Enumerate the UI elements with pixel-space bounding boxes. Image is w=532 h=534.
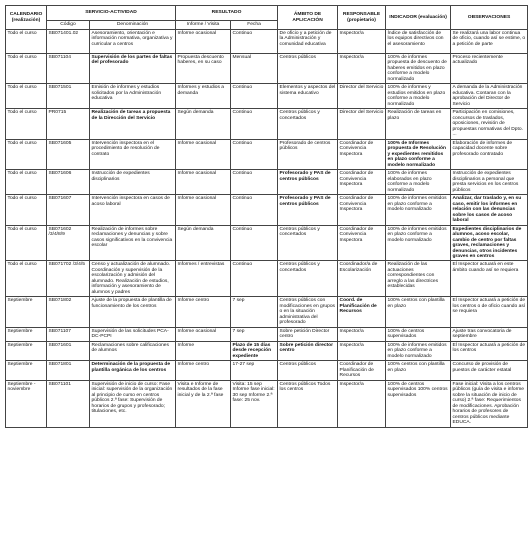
cell-cod: SB071501 — [47, 84, 90, 109]
table-body — [6, 30, 528, 428]
cell-amb: Centros públicos — [278, 54, 338, 84]
table-row — [6, 54, 528, 84]
cell-ind: 100% de centros supervisados — [386, 327, 451, 341]
cell-cal: Septiembre — [6, 327, 47, 341]
cell-res: Coordinador de Planificación de Recursos — [338, 361, 386, 380]
header-ambito: ÁMBITO DE APLICACIÓN — [278, 6, 338, 30]
header-responsable: RESPONSABLE (propietario) — [338, 6, 386, 30]
cell-amb: Sobre petición director centro — [278, 341, 338, 360]
cell-obs: El Inspector actuará a petición de los centros o de oficio cuando así se requiera — [451, 297, 528, 327]
cell-fec: 17-27 sep — [231, 361, 278, 380]
cell-inf: Según demanda — [176, 109, 231, 139]
table-row — [6, 225, 528, 261]
cell-inf: Propuesta descuento haberes, en su caso — [176, 54, 231, 84]
cell-inf: Informe ocasional — [176, 195, 231, 225]
cell-res: Director del Servicio — [338, 109, 386, 139]
cell-obs: A demanda de la Administración educativa. Contaran con la aprobación del Director de Servicio — [451, 84, 528, 109]
cell-amb: Profesorado y PAS de centros públicos — [278, 170, 338, 195]
cell-den: Intervención inspectora en casos de acoso laboral — [90, 195, 176, 225]
table-row — [6, 380, 528, 427]
cell-amb: Profesorado y PAS de centros públicos — [278, 195, 338, 225]
cell-amb: Centros públicos y concertados — [278, 109, 338, 139]
cell-den: Reclamaciones sobre calificaciones de alumnos — [90, 341, 176, 360]
cell-ind: 100% de informes elaborados en plazo conforme a modelo normalizado — [386, 170, 451, 195]
cell-cod: PR0715 — [47, 109, 90, 139]
cell-ind: Realización de tareas en plazo — [386, 109, 451, 139]
header-indicador: INDICADOR (evaluación) — [386, 6, 451, 30]
cell-cod: SB071605 — [47, 139, 90, 169]
cell-amb: Elementos y aspectos del sistema educativo — [278, 84, 338, 109]
cell-den: Determinación de la propuesta de plantilla orgánica de los centros — [90, 361, 176, 380]
cell-fec: Continuo — [231, 195, 278, 225]
cell-den: Realización de tareas a propuesta de la Dirección del Servicio — [90, 109, 176, 139]
cell-fec: Continuo — [231, 170, 278, 195]
cell-fec: Continuo — [231, 84, 278, 109]
header-servicio: SERVICIO-ACTIVIDAD — [47, 6, 176, 21]
cell-inf: Informe centro — [176, 297, 231, 327]
cell-den: Realización de informes sobre reclamaciones y denuncias y sobre casos significativos en la convivencia escolar — [90, 225, 176, 261]
cell-cal: Todo el curso — [6, 261, 47, 297]
header-denominacion: Denominación — [90, 21, 176, 30]
cell-inf: Informe centro — [176, 361, 231, 380]
cell-amb: Profesorado de centros públicos — [278, 139, 338, 169]
cell-ind: 100% de informes emitidos en plazo conforme a modelo normalizado — [386, 341, 451, 360]
cell-inf: Informe — [176, 341, 231, 360]
header-codigo: Código — [47, 21, 90, 30]
cell-res: Inspector/a — [338, 327, 386, 341]
cell-fec: Continuo — [231, 261, 278, 297]
cell-cal: Todo el curso — [6, 30, 47, 54]
cell-cal: Todo el curso — [6, 84, 47, 109]
services-table — [5, 5, 528, 428]
cell-cal: Todo el curso — [6, 109, 47, 139]
table-row — [6, 297, 528, 327]
header-row-top — [6, 6, 528, 21]
cell-den: Ajuste de la propuesta de plantilla de funcionamiento de los centros — [90, 297, 176, 327]
cell-cod: SB071107 — [47, 327, 90, 341]
cell-cod: SB071602 /3/4/8/9 — [47, 225, 90, 261]
cell-obs: Expedientes disciplinarios de alumnos, acoso escolar, cambio de centro por faltas graves, reclamaciones y denuncias, otros incidentes graves en centros — [451, 225, 528, 261]
cell-obs: El Inspector actuará a petición de los centros — [451, 341, 528, 360]
cell-amb: Centros públicos y concertados — [278, 261, 338, 297]
document-sheet — [5, 5, 527, 428]
cell-res: Inspector/a — [338, 341, 386, 360]
cell-inf: Informe ocasional — [176, 327, 231, 341]
cell-fec: Mensual — [231, 54, 278, 84]
table-row — [6, 109, 528, 139]
cell-amb: Centros públicos — [278, 361, 338, 380]
cell-cod: SB071801 — [47, 361, 90, 380]
cell-fec: 7 sep — [231, 297, 278, 327]
cell-fec: Continuo — [231, 139, 278, 169]
table-row — [6, 30, 528, 54]
cell-ind: 100% de Informes propuesta de Resolución y expedientes remitidos en plazo conforme a modelo normalizado — [386, 139, 451, 169]
cell-inf: Informe ocasional — [176, 170, 231, 195]
cell-cal: Todo el curso — [6, 225, 47, 261]
header-fecha: Fecha — [231, 21, 278, 30]
cell-res: Coordinador de Convivencia Inspectora — [338, 195, 386, 225]
cell-den: Censo y actualización de alumnado. Coordinación y supervisión de la escolarización y admisión del alumnado. Realización de estudios, información y asesoramiento de alumnos y padres — [90, 261, 176, 297]
cell-amb: Sobre petición Director centro — [278, 327, 338, 341]
cell-obs: Ajuste tras convocatoria de septiembre — [451, 327, 528, 341]
cell-den: Emisión de informes y estudios solicitados por la Administración educativa — [90, 84, 176, 109]
cell-obs: Elaboración de informes de capacidad docente sobre profesorado contratado — [451, 139, 528, 169]
cell-cod: SB071606 — [47, 170, 90, 195]
cell-ind: Índice de satisfacción de los equipos directivos con el asesoramiento — [386, 30, 451, 54]
table-row — [6, 139, 528, 169]
cell-cod: SB071601 — [47, 341, 90, 360]
cell-ind: Realización de las actuaciones correspondientes con arreglo a las directrices establecidas — [386, 261, 451, 297]
header-resultado: RESULTADO — [176, 6, 278, 21]
cell-inf: Informe ocasional — [176, 139, 231, 169]
cell-res: Inspector/a — [338, 380, 386, 427]
cell-amb: Centros públicos Todos los centros — [278, 380, 338, 427]
table-row — [6, 84, 528, 109]
cell-cod: SB071401.02 — [47, 30, 90, 54]
cell-fec: Continuo — [231, 225, 278, 261]
cell-fec: Visita: 15 sep Informe fase inicial: 30 sep Informe 2.ª fase: 25 nov. — [231, 380, 278, 427]
cell-ind: 100% centros con plantilla en plazo — [386, 297, 451, 327]
header-observaciones: OBSERVACIONES — [451, 6, 528, 30]
cell-fec: 7 sep — [231, 327, 278, 341]
cell-den: Intervención inspectora en el procedimiento de resolución de contrato — [90, 139, 176, 169]
table-row — [6, 261, 528, 297]
cell-cal: Todo el curso — [6, 54, 47, 84]
cell-cod: SB071802 — [47, 297, 90, 327]
cell-res: Coordinador de Convivencia Inspectora — [338, 170, 386, 195]
cell-res: Director del Servicio — [338, 84, 386, 109]
table-row — [6, 327, 528, 341]
cell-den: Supervisión de inicio de curso: Fase inicial: supervisión de la organización al principio de curso en centros públicos 2.ª fase: Supervisión de horarios de grupos y profesorado; titulaciones, etc. — [90, 380, 176, 427]
cell-cod: SB071607 — [47, 195, 90, 225]
cell-amb: De oficio y a petición de la Administración y comunidad educativa — [278, 30, 338, 54]
cell-den: Supervisión de los partes de faltas del profesorado — [90, 54, 176, 84]
cell-res: Coordinador de Convivencia Inspectora — [338, 139, 386, 169]
cell-ind: 100% de informes y estudios emitidos en plazo conforme a modelo normalizado — [386, 84, 451, 109]
table-row — [6, 170, 528, 195]
cell-cal: Septiembre - noviembre — [6, 380, 47, 427]
cell-cal: Septiembre — [6, 361, 47, 380]
cell-ind: 100% de informes emitidos en plazo conforme a modelo normalizado — [386, 195, 451, 225]
cell-inf: Informes / entrevistas — [176, 261, 231, 297]
cell-cal: Septiembre — [6, 297, 47, 327]
cell-res: Inspector/a — [338, 54, 386, 84]
table-row — [6, 195, 528, 225]
cell-inf: Informes y estudios a demanda — [176, 84, 231, 109]
header-calendario: CALENDARIO (realización) — [6, 6, 47, 30]
header-informe: Informe / Visita — [176, 21, 231, 30]
cell-ind: 100% de centros supervisados 100% centros supervisados — [386, 380, 451, 427]
cell-cod: SB071104 — [47, 54, 90, 84]
cell-amb: Centros públicos con modificaciones en grupos o en la situación administrativa del profesorado — [278, 297, 338, 327]
cell-res: Inspector/a — [338, 30, 386, 54]
cell-den: Instrucción de expedientes disciplinarios — [90, 170, 176, 195]
cell-res: Coordinador/a de Escolarización — [338, 261, 386, 297]
table-row — [6, 341, 528, 360]
cell-ind: 100% centros con plantilla en plazo — [386, 361, 451, 380]
table-row — [6, 361, 528, 380]
cell-obs: Instrucción de expedientes disciplinarios a personal que presta servicios en los centros públicos — [451, 170, 528, 195]
cell-fec: Continuo — [231, 109, 278, 139]
cell-inf: Informe ocasional — [176, 30, 231, 54]
cell-amb: Centros públicos y concertados — [278, 225, 338, 261]
cell-cal: Todo el curso — [6, 170, 47, 195]
cell-obs: Proceso recientemente actualizado — [451, 54, 528, 84]
cell-inf: Según demanda — [176, 225, 231, 261]
cell-obs: Concurso de provisión de puestos de carácter estatal — [451, 361, 528, 380]
cell-cal: Septiembre — [6, 341, 47, 360]
cell-cod: SB071101 — [47, 380, 90, 427]
cell-obs: Fase inicial: Visita a los centros públicos (guía de visita e informe sobre la situación de inicio de curso) 2.ª fase: Requerimientos de modificaciones. Aprobación horarios de profesores de centros públicos mediante EDUCA. — [451, 380, 528, 427]
cell-res: Coordinador de Convivencia Inspectora — [338, 225, 386, 261]
cell-cal: Todo el curso — [6, 195, 47, 225]
cell-fec: Continuo — [231, 30, 278, 54]
cell-den: Supervisión de las solicitudes PCA-DC-PCPI — [90, 327, 176, 341]
cell-den: Asesoramiento, orientación e información normativa, organizativa y curricular a centros — [90, 30, 176, 54]
cell-ind: 100% de informes emitidos en plazo conforme a modelo normalizado — [386, 225, 451, 261]
cell-inf: Visita e Informe de resultados de la fase inicial y de la 2.ª fase — [176, 380, 231, 427]
cell-obs: Se realizará una labor continua de oficio, cuando así se estime, o a petición de parte — [451, 30, 528, 54]
cell-cal: Todo el curso — [6, 139, 47, 169]
cell-res: Coord. de Planificación de Recursos — [338, 297, 386, 327]
cell-obs: El Inspector actuará en este ámbito cuando así se requiera — [451, 261, 528, 297]
cell-ind: 100% de informes propuesta de descuento de haberes emitidos en plazo conforme a modelo normalizado — [386, 54, 451, 84]
cell-cod: SB071702 /3/4/5 — [47, 261, 90, 297]
cell-obs: Analizar, dar traslado y, en su caso, emitir los informes en relación con las denuncias sobre los casos de acoso laboral — [451, 195, 528, 225]
cell-obs: Participación en comisiones, concursos de traslados, oposiciones, revisión de propuestas normativas del Dpto. ... — [451, 109, 528, 139]
cell-fec: Plazo de 15 días desde recepción expediente — [231, 341, 278, 360]
